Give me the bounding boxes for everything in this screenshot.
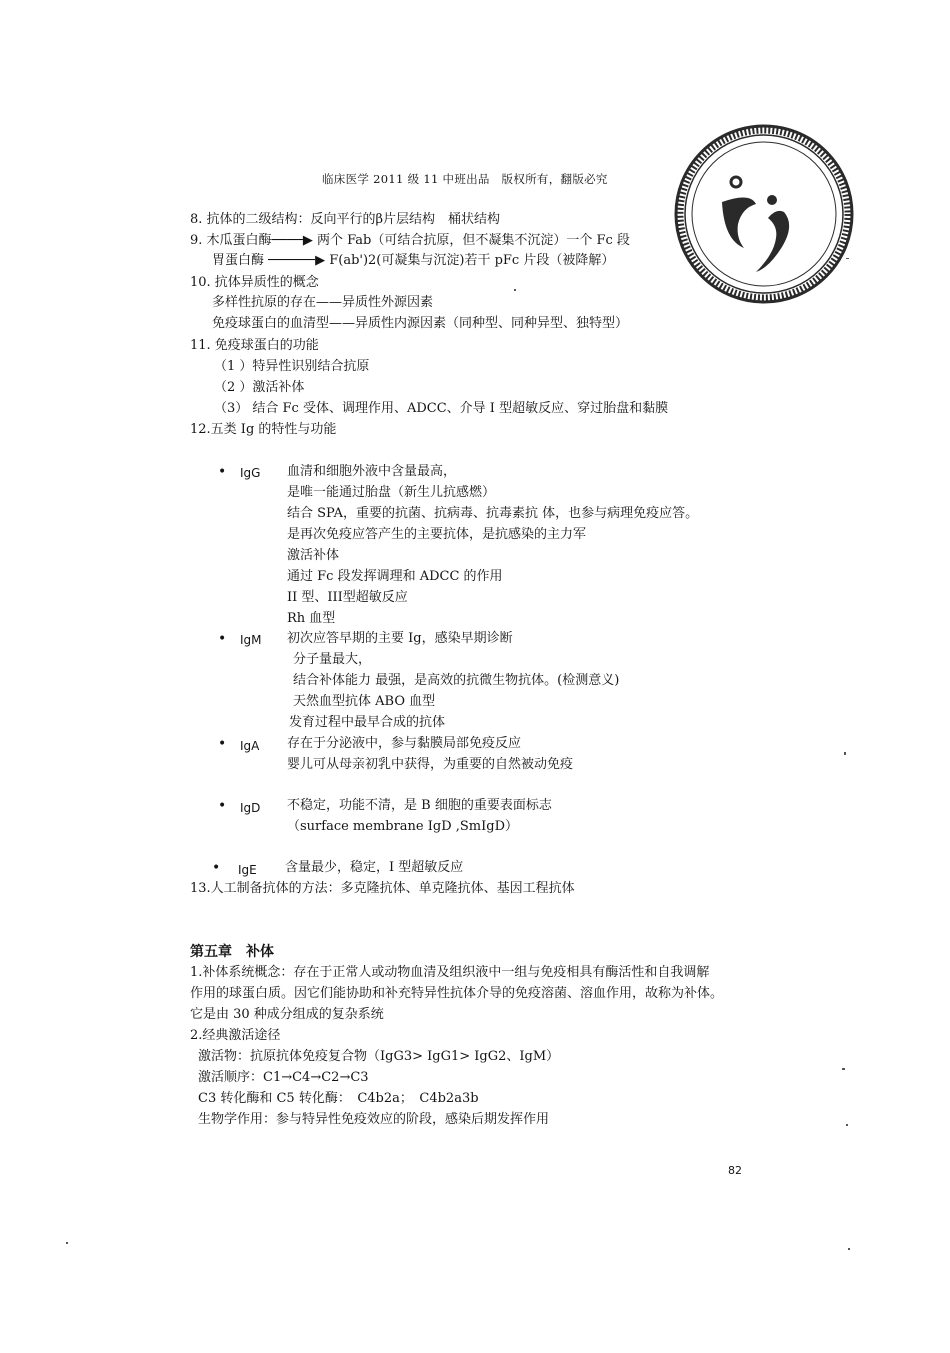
ch5-convertase: C3 转化酶和 C5 转化酶： C4b2a； C4b2a3b bbox=[198, 1091, 479, 1106]
item-11-2: （2 ）激活补体 bbox=[214, 380, 305, 395]
item-10a: 多样性抗原的存在——异质性外源因素 bbox=[212, 295, 434, 310]
igg-line-5: 激活补体 bbox=[287, 548, 340, 563]
scan-speck bbox=[848, 1248, 850, 1250]
scan-speck bbox=[514, 289, 516, 291]
ige-line-1: 含量最少，稳定，I 型超敏反应 bbox=[285, 860, 464, 875]
igg-line-2: 是唯一能通过胎盘（新生儿抗感燃） bbox=[287, 485, 496, 500]
igd-line-1: 不稳定，功能不清，是 B 细胞的重要表面标志 bbox=[287, 798, 552, 813]
item-13: 13.人工制备抗体的方法：多克隆抗体、单克隆抗体、基因工程抗体 bbox=[190, 881, 575, 896]
item-11-1: （1 ）特异性识别结合抗原 bbox=[214, 359, 370, 374]
ch5-p1-line-1: 1.补体系统概念：存在于正常人或动物血清及组织液中一组与免疫相具有酶活性和自我调解 bbox=[190, 965, 710, 980]
bullet-igm: • bbox=[218, 631, 227, 647]
item-8: 8. 抗体的二级结构：反向平行的β片层结构 桶状结构 bbox=[190, 212, 501, 227]
page-number: 82 bbox=[728, 1164, 742, 1177]
igm-line-4: 天然血型抗体 ABO 血型 bbox=[293, 694, 436, 709]
igg-line-4: 是再次免疫应答产生的主要抗体，是抗感染的主力军 bbox=[287, 527, 587, 542]
item-11: 11. 免疫球蛋白的功能 bbox=[190, 338, 319, 353]
item-9-pepsin: 胃蛋白酶 ──────▶ F(ab')2(可凝集与沉淀)若干 pFc 片段（被降解） bbox=[212, 253, 615, 268]
scan-speck bbox=[66, 1242, 68, 1244]
igg-line-7: II 型、III型超敏反应 bbox=[287, 590, 408, 605]
igg-line-6: 通过 Fc 段发挥调理和 ADCC 的作用 bbox=[287, 569, 503, 584]
bullet-iga: • bbox=[218, 736, 227, 752]
igm-line-2: 分子量最大， bbox=[293, 652, 372, 667]
ch5-p1-line-2: 作用的球蛋白质。因它们能协助和补充特异性抗体介导的免疫溶菌、溶血作用，故称为补体。 bbox=[190, 986, 724, 1001]
igm-line-5: 发育过程中最早合成的抗体 bbox=[289, 715, 446, 730]
iga-line-1: 存在于分泌液中，参与黏膜局部免疫反应 bbox=[287, 736, 522, 751]
scan-speck bbox=[844, 752, 846, 755]
ch5-biological-function: 生物学作用：参与特异性免疫效应的阶段，感染后期发挥作用 bbox=[198, 1112, 550, 1127]
chapter-5-title: 第五章 补体 bbox=[190, 944, 274, 960]
item-10: 10. 抗体异质性的概念 bbox=[190, 275, 319, 290]
bullet-ige: • bbox=[212, 860, 221, 876]
label-igg: IgG bbox=[240, 466, 261, 480]
ch5-activator: 激活物：抗原抗体免疫复合物（IgG3> IgG1> IgG2、IgM） bbox=[198, 1049, 560, 1064]
scan-speck bbox=[846, 1124, 848, 1126]
igg-line-8: Rh 血型 bbox=[287, 611, 336, 626]
item-10b: 免疫球蛋白的血清型——异质性内源因素（同种型、同种异型、独特型） bbox=[212, 316, 629, 331]
igm-line-3: 结合补体能力 最强，是高效的抗微生物抗体。(检测意义) bbox=[293, 673, 620, 688]
ch5-p1-line-3: 它是由 30 种成分组成的复杂系统 bbox=[190, 1007, 384, 1022]
scan-speck bbox=[846, 258, 849, 259]
page-header: 临床医学 2011 级 11 中班出品 版权所有，翻版必究 bbox=[322, 172, 608, 186]
label-ige: IgE bbox=[238, 863, 257, 877]
item-12: 12.五类 Ig 的特性与功能 bbox=[190, 422, 337, 437]
label-iga: IgA bbox=[240, 739, 260, 753]
igm-line-1: 初次应答早期的主要 Ig，感染早期诊断 bbox=[287, 631, 513, 646]
scan-speck bbox=[842, 1068, 845, 1070]
bullet-igd: • bbox=[218, 798, 227, 814]
igg-line-1: 血清和细胞外液中含量最高， bbox=[287, 464, 457, 479]
ch5-p2: 2.经典激活途径 bbox=[190, 1028, 281, 1043]
igg-line-3: 结合 SPA，重要的抗菌、抗病毒、抗毒素抗 体，也参与病理免疫应答。 bbox=[287, 506, 699, 521]
logo-seal-icon bbox=[672, 122, 856, 306]
label-igd: IgD bbox=[240, 801, 261, 815]
item-9-papain: 9. 木瓜蛋白酶────▶ 两个 Fab（可结合抗原，但不凝集不沉淀）一个 Fc 段 bbox=[190, 233, 630, 248]
bullet-igg: • bbox=[218, 464, 227, 480]
igd-line-2: （surface membrane IgD ,SmIgD） bbox=[287, 819, 519, 834]
item-11-3: （3） 结合 Fc 受体、调理作用、ADCC、介导 I 型超敏反应、穿过胎盘和黏膜 bbox=[214, 401, 669, 416]
ch5-activation-order: 激活顺序：C1→C4→C2→C3 bbox=[198, 1070, 369, 1085]
label-igm: IgM bbox=[240, 633, 262, 647]
iga-line-2: 婴儿可从母亲初乳中获得，为重要的自然被动免疫 bbox=[287, 757, 574, 772]
